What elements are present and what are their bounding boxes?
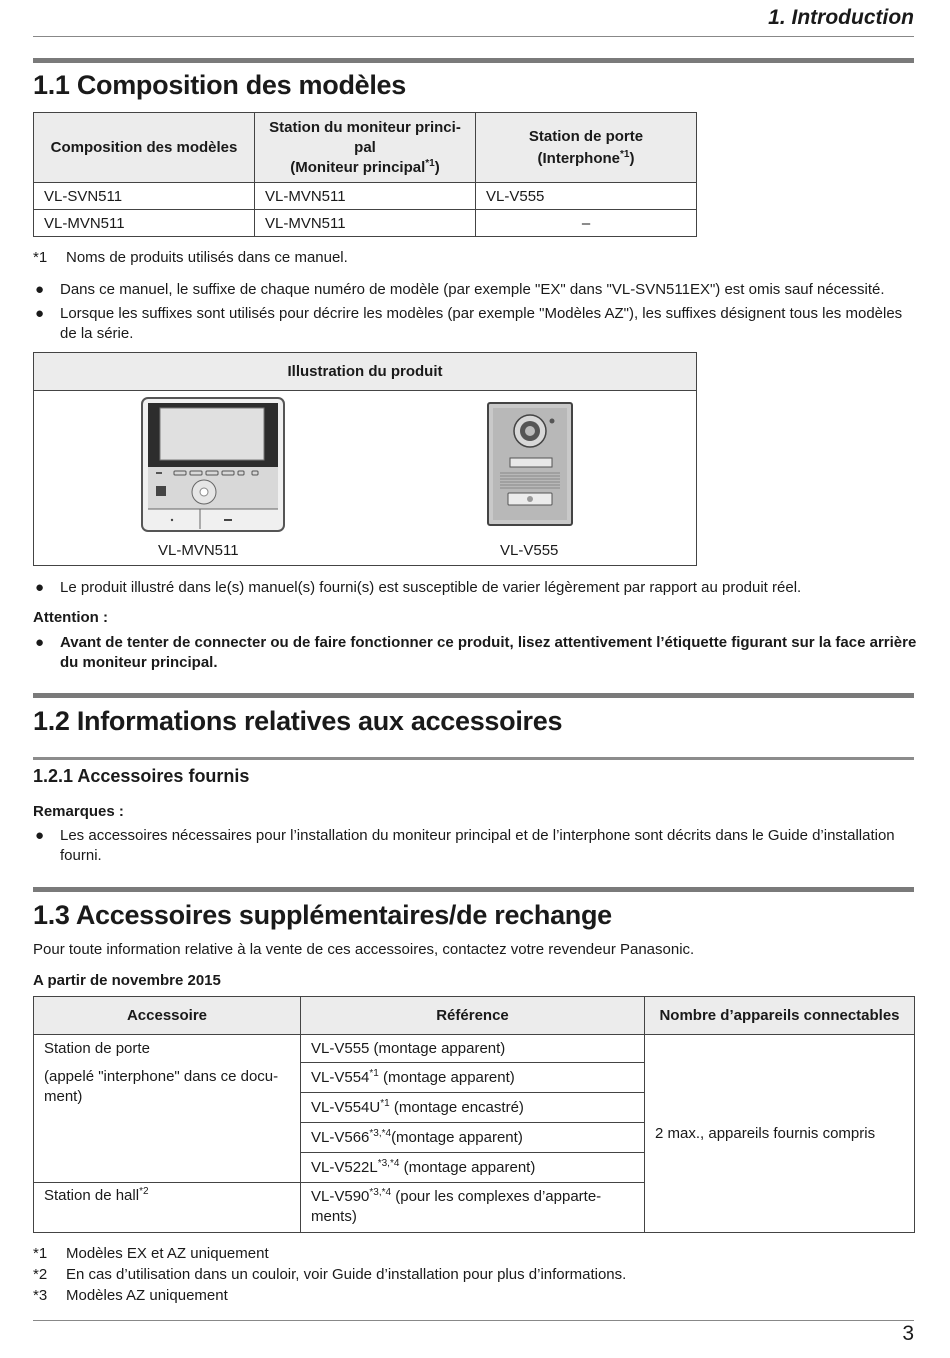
list-item: ● Les accessoires nécessaires pour l’installation du moniteur principal et de l’interphone sont décrits dans le Guide d’installation fourni. [35, 827, 895, 864]
table-cell: $VL-V566^{*3,*4}(montage$ apparent) [301, 1123, 645, 1153]
header-title: 1. Introduction [768, 6, 914, 29]
table-cell: VL-V554$^{*1}$ (montage apparent) [301, 1063, 645, 1093]
date-label: A partir de novembre 2015 [33, 972, 221, 989]
page-number: 3 [902, 1322, 914, 1345]
subsection-title: 1.2.1 Accessoires fournis [33, 766, 250, 786]
attention-label: Attention : [33, 609, 108, 626]
section-rule [33, 887, 914, 892]
table-cell: VL-V555 (montage apparent) [301, 1035, 645, 1063]
main-monitor-illustration [140, 396, 286, 533]
table-cell: VL-SVN511 [34, 183, 255, 210]
table-cell: $VL-V590^{*3,*4}$ (pour les complexes d’apparte-ments) [301, 1183, 645, 1233]
section-rule [33, 58, 914, 63]
remarks-label: Remarques : [33, 803, 124, 820]
footnote: *2 En cas d’utilisation dans un couloir, voir Guide d’installation pour plus d’informations. [33, 1266, 627, 1283]
header-rule [33, 36, 914, 37]
attention-item: ● Avant de tenter de connecter ou de faire fonctionner ce produit, lisez attentivement l’étiquette figurant sur la face arrière du moniteur principal. [35, 634, 917, 671]
table-cell: VL-MVN511 [255, 210, 476, 237]
table-cell: $VL-V522L^{*3,*4}$ (montage apparent) [301, 1153, 645, 1183]
table-cell: Station de porte (appelé "interphone" dans ce docu-ment) [34, 1035, 301, 1183]
model-composition-table [33, 112, 697, 237]
product-illustration-box [33, 352, 697, 566]
subsection-rule [33, 757, 914, 760]
footer-rule [33, 1320, 914, 1321]
table-header: Station du moniteur princi- pal (Moniteur principal$^{*1}$) [255, 113, 476, 183]
table-cell: – [476, 210, 697, 237]
table-cell: VL-MVN511 [255, 183, 476, 210]
section-title: 1.3 Accessoires supplémentaires/de rechange [33, 900, 612, 930]
footnote: *1 Noms de produits utilisés dans ce manuel. [33, 249, 348, 266]
section-title: 1.2 Informations relatives aux accessoires [33, 706, 563, 736]
section-title: 1.1 Composition des modèles [33, 70, 406, 100]
table-header: Station de porte (Interphone$^{*1}$) [476, 113, 697, 183]
illustration-header: Illustration du produit [34, 353, 696, 391]
table-cell: Station de hall$^{*2}$ [34, 1183, 301, 1233]
table-header: Nombre d’appareils connectables [645, 997, 915, 1035]
list-item: ● Le produit illustré dans le(s) manuel(s) fourni(s) est susceptible de varier légèrement par rapport au produit réel. [35, 579, 802, 596]
list-item: ● Lorsque les suffixes sont utilisés pour décrire les modèles (par exemple "Modèles AZ"), les suffixes désignent tous les modèles de la série. [35, 305, 903, 342]
door-station-illustration [486, 401, 574, 527]
footnote: *3 Modèles AZ uniquement [33, 1287, 228, 1304]
table-cell: $VL-V554U^{*1}$ (montage encastré) [301, 1093, 645, 1123]
accessories-table [33, 996, 915, 1233]
table-header: Composition des modèles [34, 113, 255, 183]
table-row [34, 210, 697, 237]
table-cell: 2 max., appareils fournis compris [645, 1035, 915, 1233]
section-rule [33, 693, 914, 698]
table-header: Accessoire [34, 997, 301, 1035]
footnote: *1 Modèles EX et AZ uniquement [33, 1245, 269, 1262]
table-cell: VL-MVN511 [34, 210, 255, 237]
list-item: ● Dans ce manuel, le suffixe de chaque numéro de modèle (par exemple "EX" dans "VL-SVN511EX") est omis sauf nécessité. [35, 281, 885, 298]
table-row [34, 183, 697, 210]
table-row [34, 1035, 915, 1063]
door-station-label: VL-V555 [500, 542, 559, 559]
intro-text: Pour toute information relative à la vente de ces accessoires, contactez votre revendeur Panasonic. [33, 941, 695, 958]
table-header: Référence [301, 997, 645, 1035]
monitor-label: VL-MVN511 [158, 542, 239, 559]
table-cell: VL-V555 [476, 183, 697, 210]
